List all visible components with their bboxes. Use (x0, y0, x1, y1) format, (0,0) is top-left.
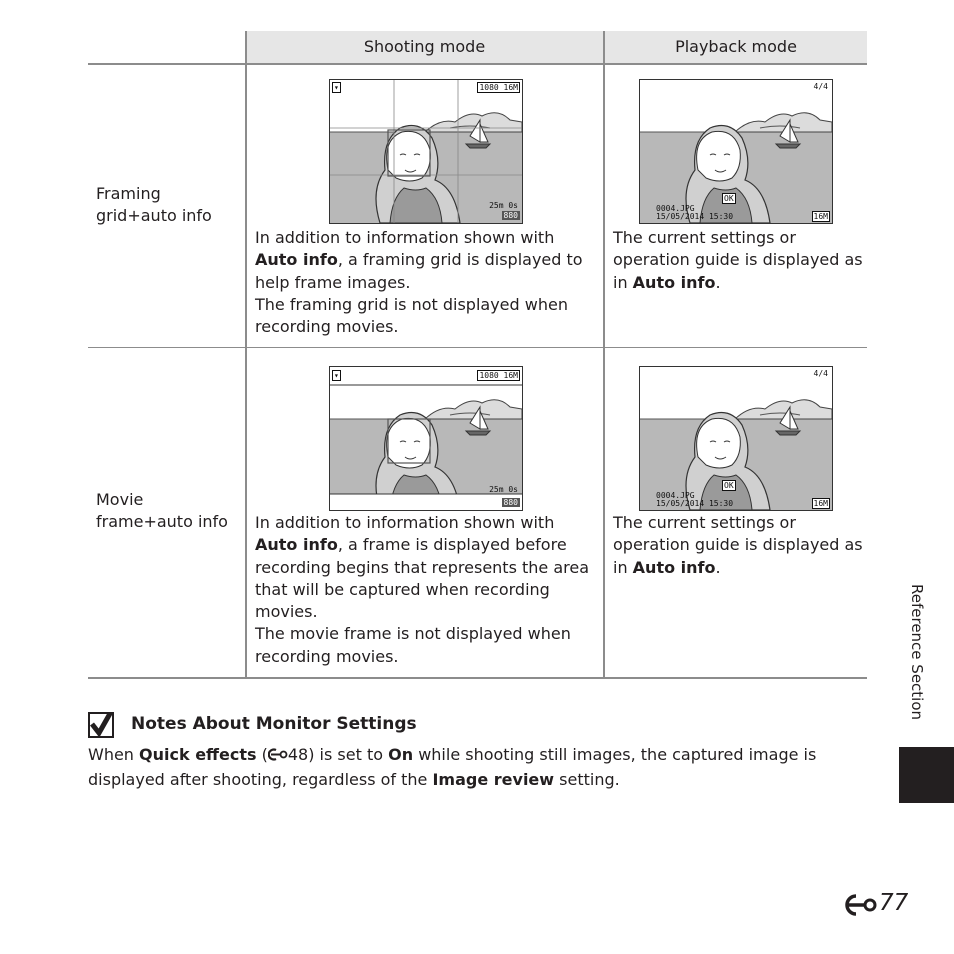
notes-body: When Quick effects ( 48) is set to On while shooting still images, the captured image is displayed after shooting, regardless of the Image review setting. (88, 745, 817, 789)
ok-icon: OK (724, 194, 734, 203)
shooting-screen-framing-grid (329, 79, 523, 224)
row-label-framing-grid: Framing grid+auto info (96, 184, 212, 225)
playback-screen-movie-frame (639, 366, 833, 511)
side-section-label: Reference Section (908, 584, 926, 721)
checkmark-icon (88, 712, 114, 738)
description-movie-frame-shooting: In addition to information shown with Auto info, a frame is displayed before recording begins that represents the area that will be captured when recording movies. The movie frame is not displayed when recording movies. (255, 513, 590, 666)
column-divider-2 (603, 31, 605, 679)
image-mode-indicator: 1080 16M (479, 83, 518, 92)
table-bottom-rule (88, 677, 867, 679)
image-mode-indicator: 1080 16M (479, 371, 518, 380)
row-label-movie-frame: Movie frame+auto info (96, 490, 228, 531)
header-playback-mode: Playback mode (605, 31, 867, 63)
exposures-remaining: 880 (503, 498, 518, 507)
scene-mode-icon: ▾ (334, 83, 339, 92)
scene-image (640, 80, 832, 223)
header-shooting-mode: Shooting mode (246, 31, 603, 63)
notes-title: Notes About Monitor Settings (131, 714, 417, 734)
frame-counter: 4/4 (813, 82, 828, 91)
reference-e-icon (842, 892, 878, 918)
ok-icon: OK (724, 481, 734, 490)
file-name: 0004.JPG (656, 204, 695, 213)
column-divider-1 (245, 31, 247, 679)
shooting-screen-movie-frame (329, 366, 523, 511)
movie-time-remaining: 25m 0s (489, 485, 518, 494)
exposures-remaining: 880 (503, 211, 518, 220)
file-name: 0004.JPG (656, 491, 695, 500)
description-framing-grid-shooting: In addition to information shown with Auto info, a framing grid is displayed to help frame images. The framing grid is not displayed when recording movies. (255, 228, 583, 337)
capture-date: 15/05/2014 15:30 (656, 212, 734, 221)
section-tab-marker (899, 747, 954, 803)
header-divider (88, 63, 867, 65)
scene-mode-icon: ▾ (334, 371, 339, 380)
image-size-indicator: 16M (813, 499, 828, 508)
image-size-indicator: 16M (813, 212, 828, 221)
description-movie-frame-playback: The current settings or operation guide is displayed as in Auto info. (613, 513, 863, 577)
movie-time-remaining: 25m 0s (489, 201, 518, 210)
row-divider (88, 347, 867, 348)
frame-counter: 4/4 (813, 369, 828, 378)
reference-e-icon (268, 748, 288, 761)
capture-date: 15/05/2014 15:30 (656, 499, 734, 508)
playback-screen-framing-grid (639, 79, 833, 224)
description-framing-grid-playback: The current settings or operation guide is displayed as in Auto info. (613, 228, 863, 292)
scene-image (640, 367, 832, 510)
